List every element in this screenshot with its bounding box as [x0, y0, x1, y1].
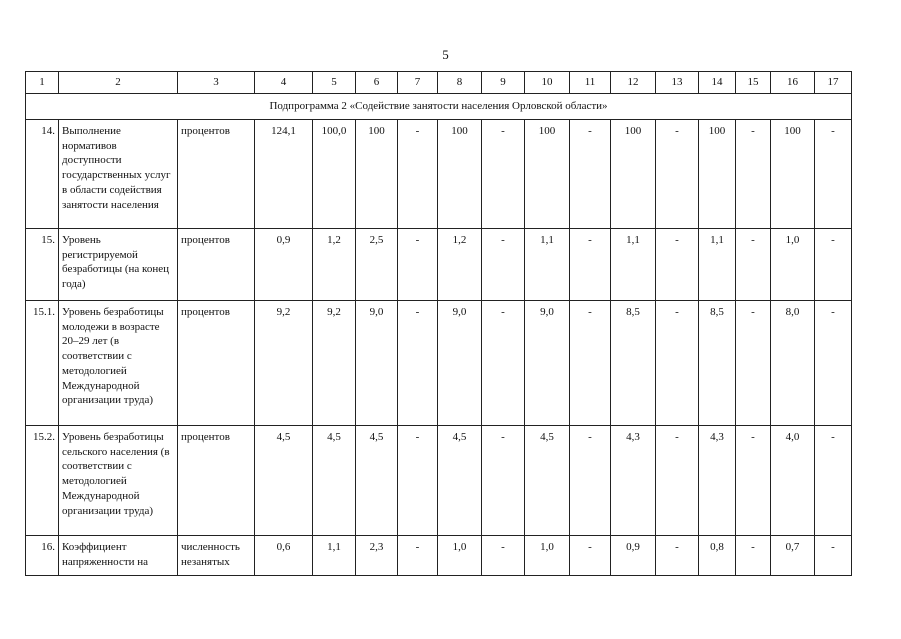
value-cell: - — [656, 426, 699, 536]
value-cell: 9,2 — [255, 301, 313, 426]
value-cell: - — [815, 301, 852, 426]
value-cell: 0,7 — [771, 536, 815, 576]
row-number: 15.1. — [26, 301, 59, 426]
value-cell: 1,0 — [771, 229, 815, 301]
column-header: 15 — [736, 72, 771, 94]
value-cell: - — [736, 536, 771, 576]
row-number: 14. — [26, 120, 59, 229]
value-cell: - — [398, 120, 438, 229]
table-row — [26, 301, 852, 426]
value-cell: - — [656, 120, 699, 229]
page-number: 5 — [442, 47, 449, 62]
value-cell: 2,5 — [356, 229, 398, 301]
value-cell: - — [736, 120, 771, 229]
value-cell: - — [815, 426, 852, 536]
value-cell: - — [656, 229, 699, 301]
table-row — [26, 120, 852, 229]
value-cell: - — [815, 229, 852, 301]
value-cell: 4,0 — [771, 426, 815, 536]
value-cell: - — [482, 426, 525, 536]
value-cell: - — [570, 426, 611, 536]
column-header: 2 — [59, 72, 178, 94]
value-cell: 100 — [611, 120, 656, 229]
unit-of-measure: численность незанятых — [178, 536, 255, 576]
column-header: 12 — [611, 72, 656, 94]
value-cell: 100 — [356, 120, 398, 229]
value-cell: - — [570, 301, 611, 426]
value-cell: 1,2 — [313, 229, 356, 301]
value-cell: 9,2 — [313, 301, 356, 426]
value-cell: 4,3 — [699, 426, 736, 536]
value-cell: - — [482, 229, 525, 301]
value-cell: 100 — [438, 120, 482, 229]
column-header: 17 — [815, 72, 852, 94]
value-cell: 8,0 — [771, 301, 815, 426]
column-header: 13 — [656, 72, 699, 94]
value-cell: 8,5 — [611, 301, 656, 426]
value-cell: - — [398, 536, 438, 576]
value-cell: - — [570, 229, 611, 301]
value-cell: 2,3 — [356, 536, 398, 576]
row-number: 16. — [26, 536, 59, 576]
indicator-name: Уровень безработицы сельского населения (в соответствии с методологией Международной организации труда) — [59, 426, 178, 536]
subprogram-row — [26, 94, 852, 120]
column-header: 5 — [313, 72, 356, 94]
value-cell: 4,3 — [611, 426, 656, 536]
column-header: 9 — [482, 72, 525, 94]
value-cell: 1,1 — [699, 229, 736, 301]
value-cell: - — [398, 301, 438, 426]
value-cell: - — [736, 426, 771, 536]
column-header: 16 — [771, 72, 815, 94]
unit-of-measure: процентов — [178, 426, 255, 536]
value-cell: 0,6 — [255, 536, 313, 576]
value-cell: 1,0 — [525, 536, 570, 576]
value-cell: - — [398, 426, 438, 536]
value-cell: - — [398, 229, 438, 301]
value-cell: 4,5 — [525, 426, 570, 536]
value-cell: 8,5 — [699, 301, 736, 426]
value-cell: - — [736, 229, 771, 301]
row-number: 15.2. — [26, 426, 59, 536]
row-number: 15. — [26, 229, 59, 301]
column-header: 8 — [438, 72, 482, 94]
value-cell: 1,0 — [438, 536, 482, 576]
value-cell: - — [736, 301, 771, 426]
column-header: 10 — [525, 72, 570, 94]
value-cell: 0,8 — [699, 536, 736, 576]
indicator-name: Уровень регистрируемой безработицы (на конец года) — [59, 229, 178, 301]
value-cell: - — [656, 536, 699, 576]
column-header: 4 — [255, 72, 313, 94]
value-cell: 1,2 — [438, 229, 482, 301]
value-cell: 100,0 — [313, 120, 356, 229]
value-cell: - — [570, 120, 611, 229]
unit-of-measure: процентов — [178, 301, 255, 426]
indicator-name: Коэффициент напряженности на — [59, 536, 178, 576]
value-cell: 9,0 — [356, 301, 398, 426]
value-cell: 9,0 — [438, 301, 482, 426]
value-cell: 100 — [771, 120, 815, 229]
value-cell: - — [815, 120, 852, 229]
value-cell: - — [815, 536, 852, 576]
column-header: 14 — [699, 72, 736, 94]
column-header: 6 — [356, 72, 398, 94]
value-cell: 0,9 — [255, 229, 313, 301]
value-cell: 4,5 — [356, 426, 398, 536]
value-cell: - — [482, 120, 525, 229]
column-header: 11 — [570, 72, 611, 94]
value-cell: 1,1 — [313, 536, 356, 576]
value-cell: - — [656, 301, 699, 426]
value-cell: 100 — [525, 120, 570, 229]
indicators-table — [25, 71, 852, 576]
table-row — [26, 426, 852, 536]
value-cell: - — [482, 536, 525, 576]
value-cell: 124,1 — [255, 120, 313, 229]
value-cell: 1,1 — [525, 229, 570, 301]
column-header: 7 — [398, 72, 438, 94]
value-cell: 0,9 — [611, 536, 656, 576]
indicator-name: Выполнение нормативов доступности государственных услуг в области содействия занятости населения — [59, 120, 178, 229]
value-cell: 4,5 — [313, 426, 356, 536]
value-cell: 100 — [699, 120, 736, 229]
indicator-name: Уровень безработицы молодежи в возрасте 20–29 лет (в соответствии с методологией Международной организации труда) — [59, 301, 178, 426]
unit-of-measure: процентов — [178, 229, 255, 301]
value-cell: 4,5 — [438, 426, 482, 536]
column-header: 1 — [26, 72, 59, 94]
value-cell: 4,5 — [255, 426, 313, 536]
value-cell: - — [482, 301, 525, 426]
table-row — [26, 229, 852, 301]
unit-of-measure: процентов — [178, 120, 255, 229]
table-row — [26, 536, 852, 576]
value-cell: 9,0 — [525, 301, 570, 426]
column-number-row — [26, 72, 852, 94]
column-header: 3 — [178, 72, 255, 94]
value-cell: 1,1 — [611, 229, 656, 301]
subprogram-title: Подпрограмма 2 «Содействие занятости населения Орловской области» — [26, 94, 852, 120]
value-cell: - — [570, 536, 611, 576]
